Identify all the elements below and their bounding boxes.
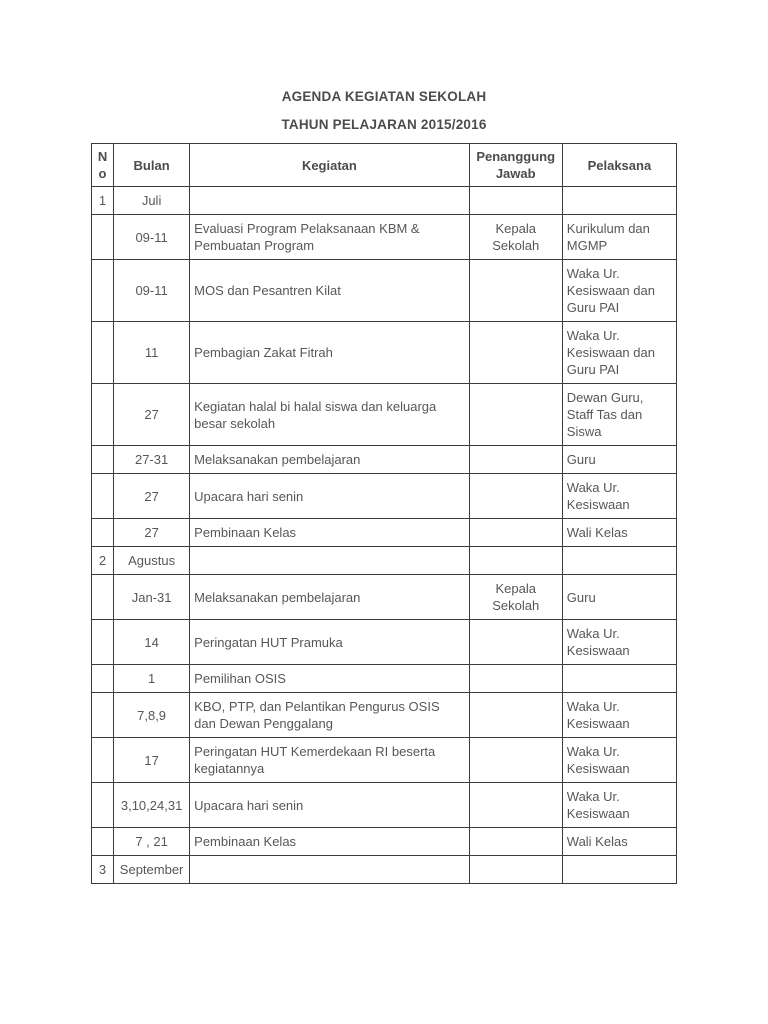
cell-no: 1 [92,187,114,215]
cell-penanggung-jawab [469,738,562,783]
document-title: AGENDA KEGIATAN SEKOLAH [281,89,487,104]
cell-kegiatan: Evaluasi Program Pelaksanaan KBM & Pembuatan Program [190,215,469,260]
cell-pelaksana [562,665,676,693]
table-row [92,519,677,547]
cell-pelaksana: Waka Ur. Kesiswaan [562,783,676,828]
cell-no [92,384,114,446]
cell-penanggung-jawab: Kepala Sekolah [469,215,562,260]
cell-penanggung-jawab [469,693,562,738]
cell-no [92,322,114,384]
cell-penanggung-jawab [469,474,562,519]
cell-bulan: 3,10,24,31 [114,783,190,828]
cell-kegiatan: Peringatan HUT Pramuka [190,620,469,665]
cell-no [92,665,114,693]
cell-kegiatan: KBO, PTP, dan Pelantikan Pengurus OSIS dan Dewan Penggalang [190,693,469,738]
cell-penanggung-jawab [469,620,562,665]
cell-bulan: Jan-31 [114,575,190,620]
cell-kegiatan [190,187,469,215]
cell-penanggung-jawab [469,856,562,884]
document-subtitle: TAHUN PELAJARAN 2015/2016 [281,117,487,132]
table-row [92,665,677,693]
cell-pelaksana [562,187,676,215]
cell-bulan: Agustus [114,547,190,575]
cell-pelaksana: Wali Kelas [562,519,676,547]
cell-no [92,828,114,856]
cell-bulan: 27 [114,474,190,519]
header-pelaksana: Pelaksana [562,144,676,187]
cell-kegiatan [190,856,469,884]
header-bulan: Bulan [114,144,190,187]
cell-pelaksana: Waka Ur. Kesiswaan [562,738,676,783]
cell-penanggung-jawab [469,322,562,384]
cell-pelaksana [562,547,676,575]
cell-kegiatan: Peringatan HUT Kemerdekaan RI beserta kegiatannya [190,738,469,783]
cell-kegiatan: Kegiatan halal bi halal siswa dan keluarga besar sekolah [190,384,469,446]
cell-bulan: 11 [114,322,190,384]
table-row [92,322,677,384]
cell-bulan: September [114,856,190,884]
cell-kegiatan: Melaksanakan pembelajaran [190,446,469,474]
cell-pelaksana: Wali Kelas [562,828,676,856]
cell-bulan: 09-11 [114,260,190,322]
cell-no [92,738,114,783]
cell-kegiatan [190,547,469,575]
cell-pelaksana: Dewan Guru, Staff Tas dan Siswa [562,384,676,446]
table-row [92,828,677,856]
cell-penanggung-jawab [469,260,562,322]
cell-no: 2 [92,547,114,575]
table-row [92,384,677,446]
cell-no [92,215,114,260]
cell-bulan: Juli [114,187,190,215]
cell-pelaksana: Kurikulum dan MGMP [562,215,676,260]
cell-penanggung-jawab [469,547,562,575]
cell-no [92,575,114,620]
table-row [92,547,677,575]
cell-no [92,783,114,828]
cell-no [92,620,114,665]
cell-pelaksana: Guru [562,446,676,474]
cell-no [92,474,114,519]
cell-no [92,446,114,474]
cell-penanggung-jawab [469,384,562,446]
table-row [92,620,677,665]
table-row [92,474,677,519]
cell-bulan: 1 [114,665,190,693]
cell-bulan: 7,8,9 [114,693,190,738]
cell-pelaksana: Waka Ur. Kesiswaan dan Guru PAI [562,260,676,322]
table-row [92,693,677,738]
cell-bulan: 14 [114,620,190,665]
table-row [92,215,677,260]
cell-kegiatan: Pembinaan Kelas [190,519,469,547]
cell-kegiatan: Pembinaan Kelas [190,828,469,856]
header-penanggung-jawab: Penanggung Jawab [469,144,562,187]
cell-bulan: 09-11 [114,215,190,260]
cell-pelaksana [562,856,676,884]
cell-kegiatan: Pembagian Zakat Fitrah [190,322,469,384]
cell-bulan: 17 [114,738,190,783]
cell-penanggung-jawab [469,446,562,474]
table-header-row [92,144,677,187]
table-row [92,738,677,783]
cell-no [92,519,114,547]
agenda-table [91,143,677,884]
cell-pelaksana: Waka Ur. Kesiswaan [562,620,676,665]
cell-pelaksana: Waka Ur. Kesiswaan [562,474,676,519]
header-kegiatan: Kegiatan [190,144,469,187]
cell-kegiatan: Upacara hari senin [190,474,469,519]
cell-no: 3 [92,856,114,884]
cell-no [92,260,114,322]
table-row [92,856,677,884]
cell-penanggung-jawab [469,665,562,693]
cell-penanggung-jawab [469,519,562,547]
cell-kegiatan: Melaksanakan pembelajaran [190,575,469,620]
header-no: No [92,144,114,187]
cell-penanggung-jawab [469,187,562,215]
table-row [92,783,677,828]
cell-bulan: 27-31 [114,446,190,474]
cell-penanggung-jawab [469,783,562,828]
table-row [92,446,677,474]
cell-penanggung-jawab: Kepala Sekolah [469,575,562,620]
cell-bulan: 7 , 21 [114,828,190,856]
cell-pelaksana: Guru [562,575,676,620]
cell-penanggung-jawab [469,828,562,856]
cell-no [92,693,114,738]
cell-bulan: 27 [114,384,190,446]
table-row [92,575,677,620]
cell-kegiatan: Pemilihan OSIS [190,665,469,693]
cell-kegiatan: MOS dan Pesantren Kilat [190,260,469,322]
table-row [92,260,677,322]
cell-pelaksana: Waka Ur. Kesiswaan dan Guru PAI [562,322,676,384]
cell-kegiatan: Upacara hari senin [190,783,469,828]
cell-bulan: 27 [114,519,190,547]
cell-pelaksana: Waka Ur. Kesiswaan [562,693,676,738]
table-row [92,187,677,215]
